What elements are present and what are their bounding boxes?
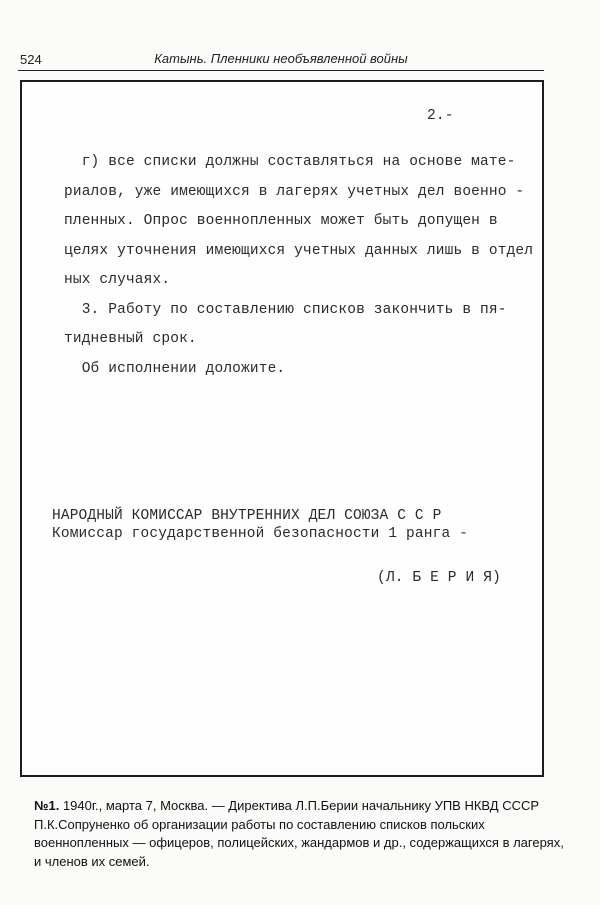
book-title: Катынь. Пленники необъявленной войны [154, 51, 408, 66]
body-line: целях уточнения имеющихся учетных данных лишь в отдел [64, 242, 534, 259]
body-line: г) все списки должны составляться на основе мате- [64, 154, 516, 170]
body-line: риалов, уже имеющихся в лагерях учетных дел военно - [64, 183, 525, 200]
document-caption [34, 797, 574, 871]
sheet-number: 2.- [427, 108, 454, 124]
caption-text: 1940г., марта 7, Москва. — Директива Л.П.Берии начальнику УПВ НКВД СССР П.К.Сопруненко об организации работы по составлению списков польских военнопленных — офицеров, полицейских, жандармов и др., содержащихся в лагерях, и членов их семей. [34, 798, 564, 869]
body-line: тидневный срок. [64, 331, 197, 347]
body-line: пленных. Опрос военнопленных может быть допущен в [64, 213, 498, 229]
body-line: ных случаях. [64, 272, 171, 288]
page-header [18, 50, 544, 71]
directive-body [64, 148, 533, 384]
signatory-line: Комиссар государственной безопасности 1 ранга - [52, 526, 469, 542]
page-number: 524 [20, 52, 42, 67]
body-line: Об исполнении доложите. [64, 360, 286, 377]
signatory-title [52, 507, 468, 543]
signatory-line: НАРОДНЫЙ КОМИССАР ВНУТРЕННИХ ДЕЛ СОЮЗА С С Р [52, 508, 442, 524]
signature: (Л. Б Е Р И Я) [377, 570, 501, 586]
body-line: 3. Работу по составлению списков закончить в пя- [64, 301, 507, 318]
caption-number: №1. [34, 798, 60, 813]
archival-document-frame [20, 80, 544, 777]
